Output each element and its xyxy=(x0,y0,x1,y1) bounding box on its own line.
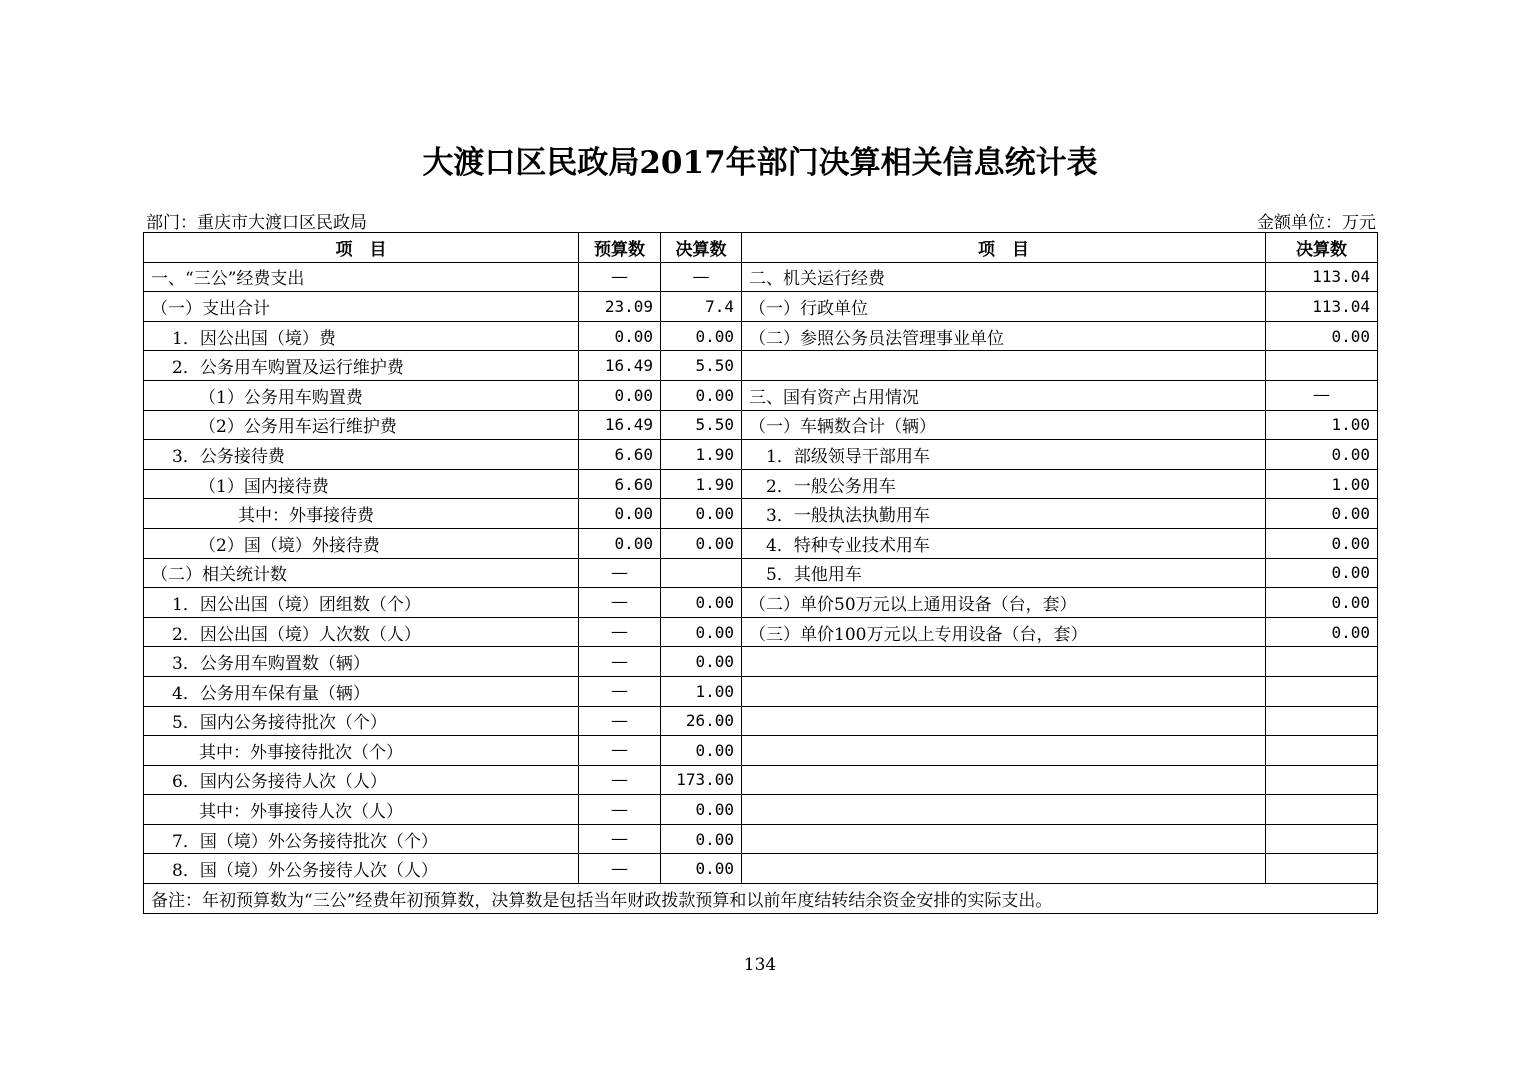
table-row xyxy=(144,440,1378,470)
row-item-right: 2．一般公务用车 xyxy=(742,469,1266,499)
row-item: 7．国（境）外公务接待批次（个） xyxy=(144,824,579,854)
row-item-right: （二）单价50万元以上通用设备（台，套） xyxy=(742,588,1266,618)
row-budget: 0.00 xyxy=(579,321,661,351)
row-final-right: 0.00 xyxy=(1266,321,1378,351)
row-final: — xyxy=(661,262,742,292)
table-note: 备注：年初预算数为“三公”经费年初预算数，决算数是包括当年财政拨款预算和以前年度结转结余资金安排的实际支出。 xyxy=(144,884,1378,914)
row-budget: — xyxy=(579,617,661,647)
row-budget: — xyxy=(579,706,661,736)
row-budget: — xyxy=(579,736,661,766)
table-row xyxy=(144,380,1378,410)
table-row xyxy=(144,469,1378,499)
row-item: 2．因公出国（境）人次数（人） xyxy=(144,617,579,647)
row-item: （一）支出合计 xyxy=(144,292,579,322)
row-item-right: 三、国有资产占用情况 xyxy=(742,380,1266,410)
row-item: （2）公务用车运行维护费 xyxy=(144,410,579,440)
row-final: 0.00 xyxy=(661,380,742,410)
header-item-left: 项 目 xyxy=(144,233,579,263)
row-final: 0.00 xyxy=(661,617,742,647)
row-final: 1.90 xyxy=(661,440,742,470)
row-item-right: 5．其他用车 xyxy=(742,558,1266,588)
row-final-right: 0.00 xyxy=(1266,588,1378,618)
row-final-right xyxy=(1266,351,1378,381)
row-final-right xyxy=(1266,824,1378,854)
table-row xyxy=(144,351,1378,381)
row-final: 0.00 xyxy=(661,499,742,529)
row-item: 其中：外事接待费 xyxy=(144,499,579,529)
table-row xyxy=(144,292,1378,322)
table-row xyxy=(144,321,1378,351)
header-final-right: 决算数 xyxy=(1266,233,1378,263)
table-row xyxy=(144,262,1378,292)
row-budget: — xyxy=(579,795,661,825)
statistics-table xyxy=(143,232,1378,914)
row-item: 5．国内公务接待批次（个） xyxy=(144,706,579,736)
row-final: 0.00 xyxy=(661,321,742,351)
row-budget: 16.49 xyxy=(579,351,661,381)
row-final: 173.00 xyxy=(661,765,742,795)
row-budget: — xyxy=(579,588,661,618)
row-budget: — xyxy=(579,676,661,706)
row-final-right: 0.00 xyxy=(1266,499,1378,529)
row-final xyxy=(661,558,742,588)
row-budget: 0.00 xyxy=(579,528,661,558)
row-final: 1.90 xyxy=(661,469,742,499)
page-number: 134 xyxy=(743,955,777,975)
row-item: （1）公务用车购置费 xyxy=(144,380,579,410)
row-item-right xyxy=(742,676,1266,706)
department-label: 部门：重庆市大渡口区民政局 xyxy=(146,213,367,233)
row-final: 0.00 xyxy=(661,795,742,825)
row-item: （2）国（境）外接待费 xyxy=(144,528,579,558)
row-final-right: 0.00 xyxy=(1266,440,1378,470)
row-final-right: 113.04 xyxy=(1266,292,1378,322)
row-budget: — xyxy=(579,824,661,854)
row-item: 8．国（境）外公务接待人次（人） xyxy=(144,854,579,884)
row-final: 0.00 xyxy=(661,588,742,618)
row-budget: 23.09 xyxy=(579,292,661,322)
row-final-right: 0.00 xyxy=(1266,617,1378,647)
row-item-right xyxy=(742,706,1266,736)
table-row xyxy=(144,824,1378,854)
row-budget: 0.00 xyxy=(579,380,661,410)
row-budget: — xyxy=(579,558,661,588)
row-item-right: （二）参照公务员法管理事业单位 xyxy=(742,321,1266,351)
row-final-right xyxy=(1266,736,1378,766)
row-final: 0.00 xyxy=(661,736,742,766)
row-final: 0.00 xyxy=(661,647,742,677)
row-final-right xyxy=(1266,647,1378,677)
row-final-right xyxy=(1266,765,1378,795)
row-item: 1．因公出国（境）费 xyxy=(144,321,579,351)
row-item: 其中：外事接待人次（人） xyxy=(144,795,579,825)
row-final: 7.4 xyxy=(661,292,742,322)
row-item-right: 4．特种专业技术用车 xyxy=(742,528,1266,558)
table-row xyxy=(144,765,1378,795)
header-final-left: 决算数 xyxy=(661,233,742,263)
row-budget: 6.60 xyxy=(579,469,661,499)
row-item-right: （一）行政单位 xyxy=(742,292,1266,322)
row-final: 0.00 xyxy=(661,528,742,558)
row-item: （二）相关统计数 xyxy=(144,558,579,588)
row-budget: — xyxy=(579,647,661,677)
row-item-right xyxy=(742,736,1266,766)
row-item-right: 1．部级领导干部用车 xyxy=(742,440,1266,470)
row-budget: 6.60 xyxy=(579,440,661,470)
table-row xyxy=(144,676,1378,706)
row-final-right xyxy=(1266,676,1378,706)
note-row xyxy=(144,884,1378,914)
row-item: 2．公务用车购置及运行维护费 xyxy=(144,351,579,381)
row-item: 一、“三公”经费支出 xyxy=(144,262,579,292)
unit-label: 金额单位：万元 xyxy=(1257,213,1376,233)
row-item-right xyxy=(742,824,1266,854)
row-item: 3．公务用车购置数（辆） xyxy=(144,647,579,677)
row-item: 其中：外事接待批次（个） xyxy=(144,736,579,766)
row-item: 6．国内公务接待人次（人） xyxy=(144,765,579,795)
row-final: 0.00 xyxy=(661,854,742,884)
header-item-right: 项 目 xyxy=(742,233,1266,263)
table-header-row xyxy=(144,233,1378,263)
table-row xyxy=(144,499,1378,529)
row-item-right xyxy=(742,795,1266,825)
header-budget: 预算数 xyxy=(579,233,661,263)
row-final-right: 0.00 xyxy=(1266,528,1378,558)
row-final: 26.00 xyxy=(661,706,742,736)
row-budget: 16.49 xyxy=(579,410,661,440)
table-row xyxy=(144,647,1378,677)
row-item-right xyxy=(742,765,1266,795)
row-final-right: 1.00 xyxy=(1266,469,1378,499)
row-budget: 0.00 xyxy=(579,499,661,529)
row-budget: — xyxy=(579,262,661,292)
row-item-right xyxy=(742,351,1266,381)
row-final: 5.50 xyxy=(661,351,742,381)
row-item: 3．公务接待费 xyxy=(144,440,579,470)
row-final-right xyxy=(1266,706,1378,736)
row-item-right: （一）车辆数合计（辆） xyxy=(742,410,1266,440)
row-final-right: — xyxy=(1266,380,1378,410)
table-row xyxy=(144,706,1378,736)
row-final: 1.00 xyxy=(661,676,742,706)
row-item-right xyxy=(742,854,1266,884)
row-item-right: （三）单价100万元以上专用设备（台，套） xyxy=(742,617,1266,647)
table-row xyxy=(144,558,1378,588)
row-final: 0.00 xyxy=(661,824,742,854)
table-row xyxy=(144,410,1378,440)
row-item-right: 3．一般执法执勤用车 xyxy=(742,499,1266,529)
row-item-right: 二、机关运行经费 xyxy=(742,262,1266,292)
row-budget: — xyxy=(579,854,661,884)
row-item: （1）国内接待费 xyxy=(144,469,579,499)
table-row xyxy=(144,588,1378,618)
row-item: 4．公务用车保有量（辆） xyxy=(144,676,579,706)
page-title: 大渡口区民政局2017年部门决算相关信息统计表 xyxy=(422,145,1098,181)
row-final-right xyxy=(1266,795,1378,825)
row-budget: — xyxy=(579,765,661,795)
table-row xyxy=(144,854,1378,884)
table-row xyxy=(144,617,1378,647)
row-final: 5.50 xyxy=(661,410,742,440)
row-item-right xyxy=(742,647,1266,677)
row-final-right xyxy=(1266,854,1378,884)
table-row xyxy=(144,736,1378,766)
table-row xyxy=(144,528,1378,558)
table-row xyxy=(144,795,1378,825)
row-final-right: 113.04 xyxy=(1266,262,1378,292)
row-final-right: 1.00 xyxy=(1266,410,1378,440)
row-item: 1．因公出国（境）团组数（个） xyxy=(144,588,579,618)
row-final-right: 0.00 xyxy=(1266,558,1378,588)
